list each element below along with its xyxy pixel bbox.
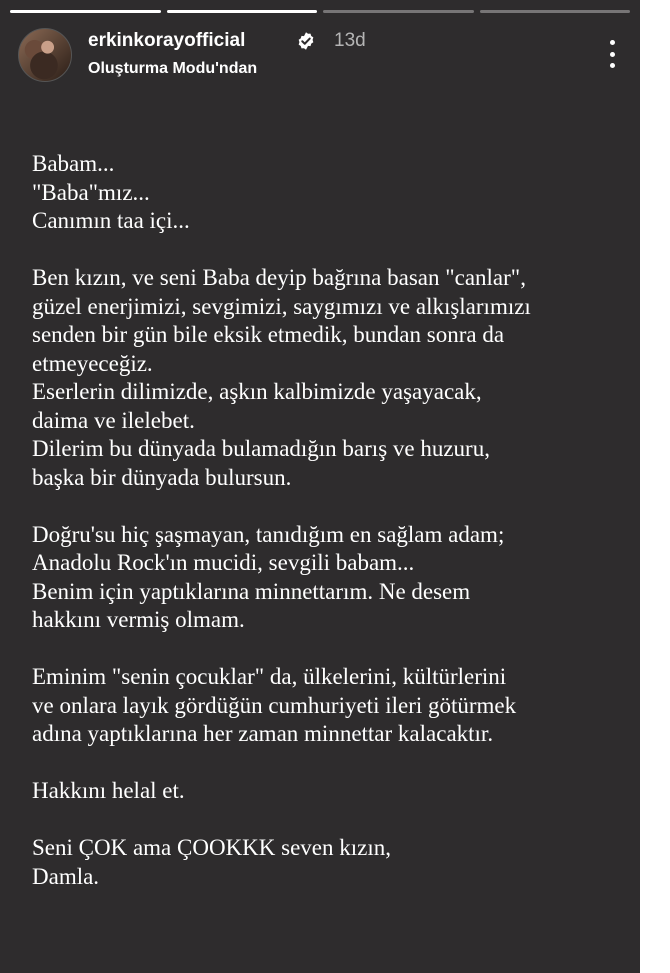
- text-line: başka bir dünyada bulursun.: [32, 464, 292, 490]
- text-line: adına yaptıklarına her zaman minnettar kalacaktır.: [32, 721, 494, 746]
- text-line: Damla.: [32, 863, 100, 889]
- avatar[interactable]: [18, 28, 72, 82]
- story-subtitle: Oluşturma Modu'ndan: [88, 60, 258, 77]
- username[interactable]: erkinkorayofficial: [88, 30, 246, 51]
- progress-segment: [323, 10, 474, 13]
- progress-segment: [10, 10, 161, 13]
- more-vertical-icon[interactable]: [602, 40, 622, 68]
- text-line: güzel enerjimizi, sevgimizi, saygımızı ve alkışlarımızı: [32, 293, 531, 319]
- text-paragraph: [32, 521, 632, 635]
- text-line: ve onlara layık gördüğün cumhuriyeti ileri götürmek: [32, 692, 517, 718]
- text-paragraph: [32, 264, 632, 492]
- text-paragraph: [32, 834, 632, 891]
- text-line: daima ve ilelebet.: [32, 407, 195, 433]
- story-header: [18, 26, 622, 82]
- post-time: 13d: [334, 30, 366, 51]
- text-line: Babam...: [32, 151, 115, 176]
- text-line: etmeyeceğiz.: [32, 350, 153, 376]
- text-line: hakkını vermiş olmam.: [32, 607, 245, 632]
- verified-badge-icon: [296, 31, 316, 51]
- text-line: Dilerim bu dünyada bulamadığın barış ve huzuru,: [32, 436, 490, 461]
- story-text: [32, 150, 632, 920]
- text-line: Benim için yaptıklarına minnettarım. Ne desem: [32, 578, 471, 604]
- text-paragraph: [32, 777, 632, 806]
- text-line: senden bir gün bile eksik etmedik, bundan sonra da: [32, 322, 505, 347]
- text-line: Hakkını helal et.: [32, 778, 185, 803]
- progress-segment: [480, 10, 631, 13]
- text-paragraph: [32, 663, 632, 749]
- text-line: Seni ÇOK ama ÇOOKKK seven kızın,: [32, 835, 392, 860]
- text-line: Doğru'su hiç şaşmayan, tanıdığım en sağlam adam;: [32, 521, 505, 547]
- text-line: Eminim "senin çocuklar" da, ülkelerini, kültürlerini: [32, 664, 507, 689]
- text-line: Canımın taa içi...: [32, 208, 190, 233]
- text-line: Eserlerin dilimizde, aşkın kalbimizde yaşayacak,: [32, 379, 482, 404]
- text-line: "Baba"mız...: [32, 179, 150, 205]
- progress-segment-current: [167, 10, 318, 13]
- text-line: Ben kızın, ve seni Baba deyip bağrına basan "canlar",: [32, 265, 526, 290]
- text-line: Anadolu Rock'ın mucidi, sevgili babam...: [32, 550, 415, 575]
- text-paragraph: [32, 150, 632, 236]
- story-progress-bar: [10, 10, 630, 13]
